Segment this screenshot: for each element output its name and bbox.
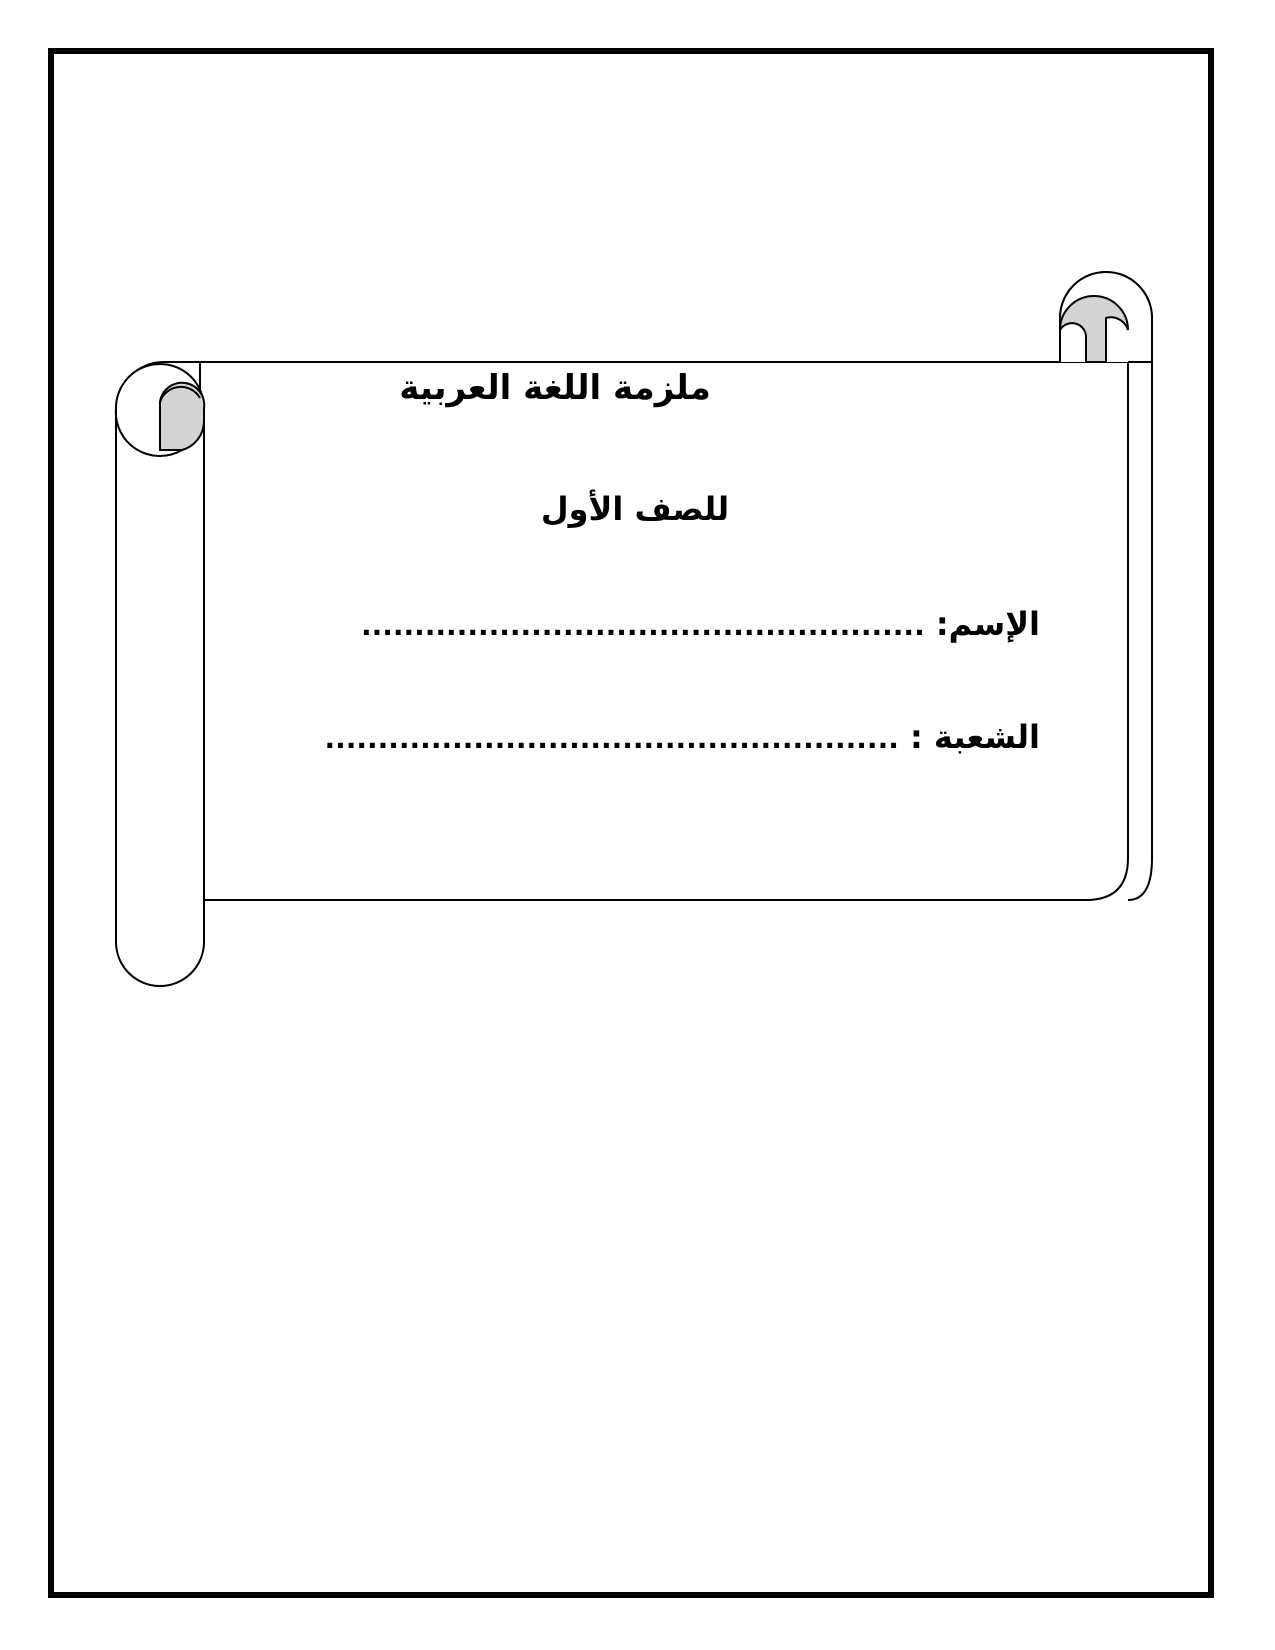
section-blank[interactable]: ...................................................... <box>324 722 899 755</box>
name-field <box>270 605 1040 643</box>
document-subtitle: للصف الأول <box>540 490 730 528</box>
section-field <box>270 718 1040 756</box>
name-blank[interactable]: ..................................................... <box>360 609 925 642</box>
scroll-left-roll <box>116 362 204 986</box>
document-title: ملزمة اللغة العربية <box>399 368 711 408</box>
name-label: الإسم: <box>935 605 1040 643</box>
section-label: الشعبة : <box>909 718 1040 756</box>
